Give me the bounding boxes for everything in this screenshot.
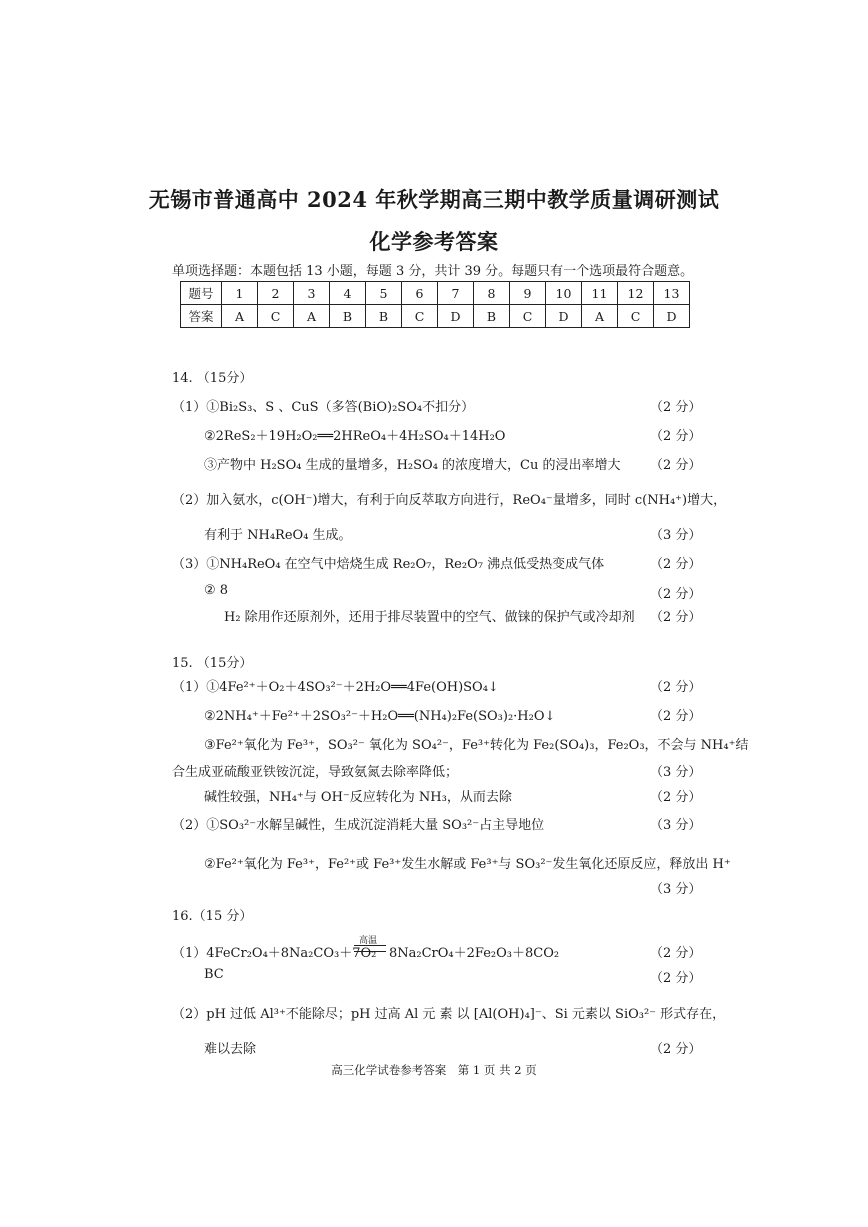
points-label: （3 分） xyxy=(650,882,702,897)
answer-line: ② 8 xyxy=(204,583,229,598)
reaction-condition: 高温 xyxy=(359,936,378,946)
answer-line: （3）①NH₄ReO₄ 在空气中焙烧生成 Re₂O₇，Re₂O₇ 沸点低受热变成气体 xyxy=(172,557,605,572)
table-cell: 6 xyxy=(402,282,438,305)
points-label: （2 分） xyxy=(650,971,702,986)
table-cell: C xyxy=(258,305,294,328)
table-cell: D xyxy=(438,305,474,328)
page-footer: 高三化学试卷参考答案 第 1 页 共 2 页 xyxy=(331,1063,537,1077)
answer-line: 8Na₂CrO₄＋2Fe₂O₃＋8CO₂ xyxy=(389,946,560,961)
table-cell: 2 xyxy=(258,282,294,305)
document-subtitle: 化学参考答案 xyxy=(369,229,499,254)
points-label: （2 分） xyxy=(650,587,702,602)
table-cell: 3 xyxy=(294,282,330,305)
table-header-cell: 答案 xyxy=(181,305,222,328)
q16-heading: 16.（15 分） xyxy=(172,909,253,924)
points-label: （2 分） xyxy=(650,400,702,415)
answer-line: 碱性较强，NH₄⁺与 OH⁻反应转化为 NH₃，从而去除 xyxy=(204,790,512,805)
table-cell: 9 xyxy=(510,282,546,305)
table-cell: A xyxy=(294,305,330,328)
points-label: （2 分） xyxy=(650,709,702,724)
points-label: （2 分） xyxy=(650,1042,702,1057)
table-header-cell: 题号 xyxy=(181,282,222,305)
answer-table xyxy=(180,281,690,328)
table-cell: D xyxy=(546,305,582,328)
answer-line: ③Fe²⁺氧化为 Fe³⁺，SO₃²⁻ 氧化为 SO₄²⁻，Fe³⁺转化为 Fe₂(SO₄)₃，Fe₂O₃，不会与 NH₄⁺结 xyxy=(204,738,749,753)
answer-line: （2）加入氨水，c(OH⁻)增大，有利于向反萃取方向进行，ReO₄⁻量增多，同时 c(NH₄⁺)增大， xyxy=(172,493,727,508)
table-cell: B xyxy=(366,305,402,328)
table-cell: B xyxy=(474,305,510,328)
answer-line: BC xyxy=(204,967,224,982)
table-cell: 12 xyxy=(618,282,654,305)
answer-line: ②Fe²⁺氧化为 Fe³⁺，Fe²⁺或 Fe³⁺发生水解或 Fe³⁺与 SO₃²⁻发生氧化还原反应，释放出 H⁺ xyxy=(204,857,731,872)
table-cell: 8 xyxy=(474,282,510,305)
table-cell: 13 xyxy=(654,282,690,305)
table-cell: 4 xyxy=(330,282,366,305)
answer-table-answer-row xyxy=(181,305,690,328)
answer-line: ②2ReS₂＋19H₂O₂══2HReO₄＋4H₂SO₄＋14H₂O xyxy=(204,429,506,444)
answer-line: （1）4FeCr₂O₄＋8Na₂CO₃＋7O₂ xyxy=(172,946,377,961)
points-label: （3 分） xyxy=(650,818,702,833)
points-label: （2 分） xyxy=(650,610,702,625)
table-cell: C xyxy=(402,305,438,328)
table-cell: A xyxy=(222,305,258,328)
table-cell: 1 xyxy=(222,282,258,305)
points-label: （2 分） xyxy=(650,946,702,961)
answer-line: （2）pH 过低 Al³⁺不能除尽；pH 过高 Al 元 素 以 [Al(OH)₄]⁻、Si 元素以 SiO₃²⁻ 形式存在， xyxy=(172,1007,726,1022)
table-cell: 11 xyxy=(582,282,618,305)
table-cell: 7 xyxy=(438,282,474,305)
points-label: （2 分） xyxy=(650,557,702,572)
answer-line: ②2NH₄⁺＋Fe²⁺＋2SO₃²⁻＋H₂O══(NH₄)₂Fe(SO₃)₂·H₂O↓ xyxy=(204,709,556,724)
reaction-arrow xyxy=(354,945,386,952)
document-title: 无锡市普通高中 2024 年秋学期高三期中教学质量调研测试 xyxy=(148,187,720,212)
answer-table-number-row xyxy=(181,282,690,305)
table-cell: A xyxy=(582,305,618,328)
points-label: （2 分） xyxy=(650,680,702,695)
table-cell: D xyxy=(654,305,690,328)
answer-line: 难以去除 xyxy=(204,1042,257,1057)
points-label: （2 分） xyxy=(650,790,702,805)
answer-line: （1）①4Fe²⁺＋O₂＋4SO₃²⁻＋2H₂O══4Fe(OH)SO₄↓ xyxy=(172,680,499,695)
q14-heading: 14. （15分） xyxy=(172,371,253,386)
points-label: （2 分） xyxy=(650,429,702,444)
points-label: （3 分） xyxy=(650,528,702,543)
points-label: （2 分） xyxy=(650,458,702,473)
answer-line: （2）①SO₃²⁻水解呈碱性，生成沉淀消耗大量 SO₃²⁻占主导地位 xyxy=(172,818,545,833)
answer-line: 有利于 NH₄ReO₄ 生成。 xyxy=(204,528,352,543)
table-cell: 5 xyxy=(366,282,402,305)
table-cell: C xyxy=(510,305,546,328)
points-label: （3 分） xyxy=(650,765,702,780)
answer-line: ③产物中 H₂SO₄ 生成的量增多，H₂SO₄ 的浓度增大，Cu 的浸出率增大 xyxy=(204,458,621,473)
mc-intro: 单项选择题：本题包括 13 小题，每题 3 分，共计 39 分。每题只有一个选项最符合题意。 xyxy=(172,264,694,279)
table-cell: 10 xyxy=(546,282,582,305)
table-cell: B xyxy=(330,305,366,328)
table-cell: C xyxy=(618,305,654,328)
answer-line: （1）①Bi₂S₃、S 、CuS（多答(BiO)₂SO₄不扣分） xyxy=(172,400,475,415)
answer-line: 合生成亚硫酸亚铁铵沉淀，导致氨氮去除率降低； xyxy=(172,765,459,780)
answer-line: H₂ 除用作还原剂外，还用于排尽装置中的空气、做铼的保护气或冷却剂 xyxy=(224,610,635,625)
q15-heading: 15. （15分） xyxy=(172,656,253,671)
